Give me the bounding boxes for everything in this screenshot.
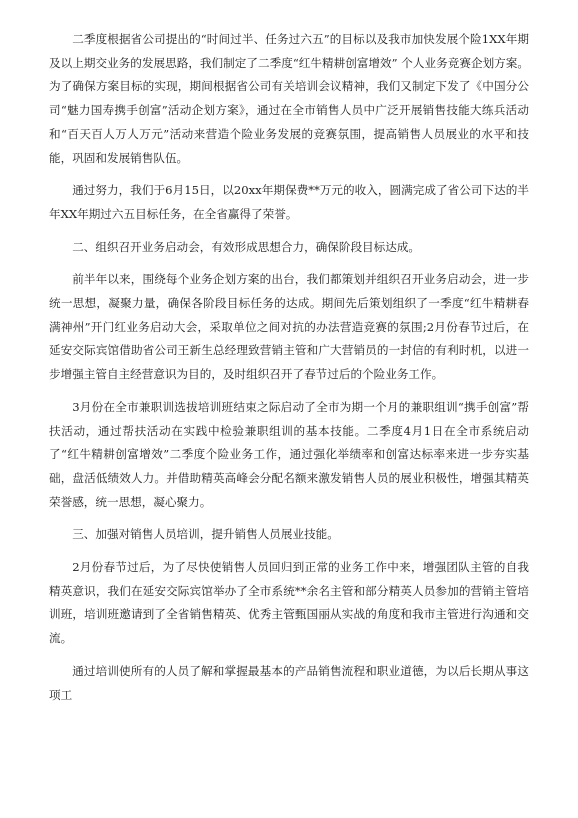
paragraph-q2-plan: 二季度根据省公司提出的“时间过半、任务过六五”的目标以及我市加快发展个险1XX年期及以上期交业务的发展思路，我们制定了二季度“红牛精耕创富增效” 个人业务竞赛企划方案。为了确保方案目标的实现，期间根据省公司有关培训会议精神，我们又制定下发了《中国分公司“魅力国寿携手创富”活动企划方案》，通过在全市销售人员中广泛开展销售技能大练兵活动和“百天百人万人万元”活动来营造个险业务发展的竞赛氛围，提高销售人员展业的水平和技能，巩固和发展销售队伍。 [49, 32, 529, 165]
paragraph-training: 2月份春节过后，为了尽快使销售人员回归到正常的业务工作中来，增强团队主管的自我精英意识，我们在延安交际宾馆举办了全市系统**余名主管和部分精英人员参加的营销主管培训班，培训班邀请到了全省销售精英、优秀主管甄国丽从实战的角度和我市主管进行沟通和交流。 [49, 560, 529, 646]
paragraph-mentoring: 3月份在全市兼职训选拔培训班结束之际启动了全市为期一个月的兼职组训“携手创富”帮扶活动，通过帮扶活动在实践中检验兼职组训的基本技能。二季度4月1日在全市系统启动了“红牛精耕创富增效”二季度个险业务工作，通过强化举绩率和创富达标率来进一步夯实基础，盘活低绩效人力。并借助精英高峰会分配名额来激发销售人员的展业积极性，增强其精英荣誉感，统一思想，凝心聚力。 [49, 399, 529, 509]
section-heading-2: 二、组织召开业务启动会，有效形成思想合力，确保阶段目标达成。 [72, 239, 421, 254]
paragraph-training-result: 通过培训使所有的人员了解和掌握最基本的产品销售流程和职业道德，为以后长期从事这项工 [49, 663, 529, 702]
paragraph-kickoff-meetings: 前半年以来，围绕每个业务企划方案的出台，我们都策划并组织召开业务启动会，进一步统一思想，凝聚力量，确保各阶段目标任务的达成。期间先后策划组织了一季度“红牛精耕春满神州”开门红业务启动大会，采取单位之间对抗的办法营造竞赛的氛围;2月份春节过后，在延安交际宾馆借助省公司王新生总经理致营销主管和广大营销员的一封信的有利时机，以进一步增强主管自主经营意识为目的，及时组织召开了春节过后的个险业务工作。 [49, 272, 529, 382]
section-heading-3: 三、加强对销售人员培训，提升销售人员展业技能。 [72, 527, 339, 542]
paragraph-achievement: 通过努力，我们于6月15日，以20xx年期保费**万元的收入，圆满完成了省公司下达的半年XX年期过六五目标任务，在全省赢得了荣誉。 [49, 183, 529, 221]
